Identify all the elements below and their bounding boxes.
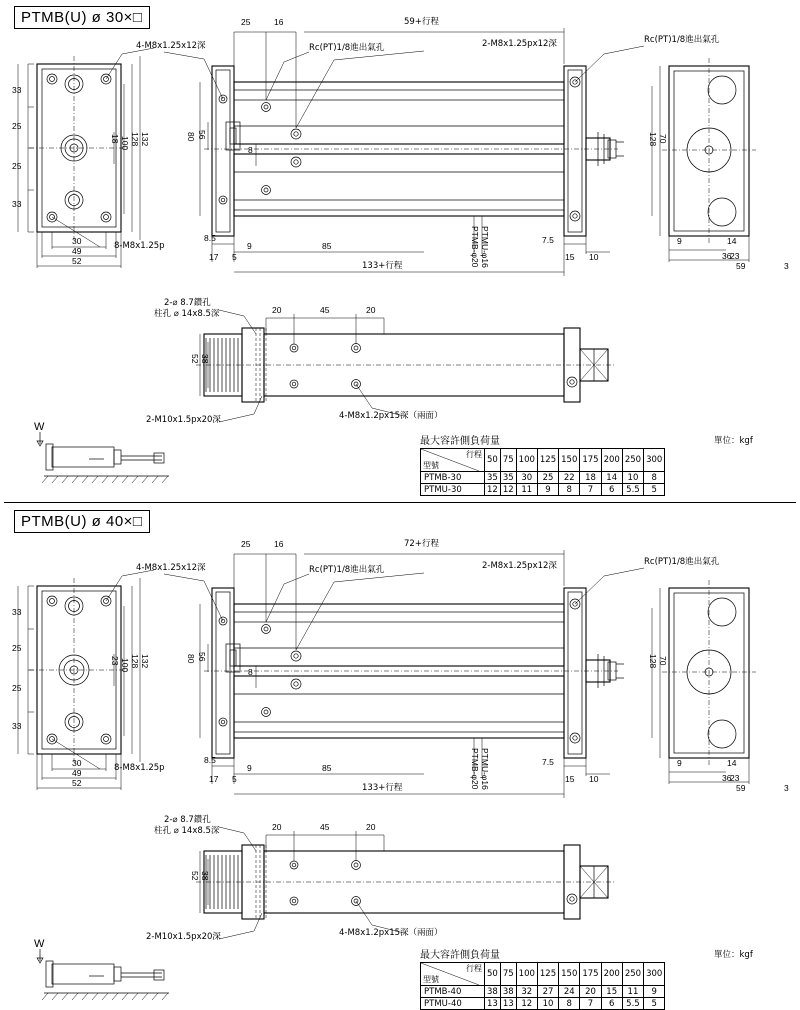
col-200: 200	[601, 963, 622, 986]
right-dim-59: 59	[736, 783, 746, 793]
cell: 38	[485, 986, 501, 998]
table-row	[421, 986, 665, 998]
bottom-dim-20b: 20	[366, 822, 376, 832]
cell: 14	[601, 472, 622, 484]
cell: 9	[537, 484, 558, 496]
bottom-dim-20: 20	[272, 822, 282, 832]
cell: 11	[516, 484, 537, 496]
main-dim-16: 16	[274, 539, 284, 549]
main-dim-7p5: 7.5	[542, 757, 554, 767]
col-75: 75	[500, 449, 516, 472]
dim-inner-132: 132	[139, 654, 150, 669]
bottom-dim-52: 52	[189, 871, 200, 881]
cell: 12	[516, 998, 537, 1010]
small-view-label-w: W	[34, 421, 45, 433]
rod-label-ptmb: PTMB-φ20	[469, 226, 480, 268]
main-dim-5: 5	[232, 252, 237, 262]
cell: 7	[580, 998, 601, 1010]
note-4-m8: 4-M8x1.25x12深	[136, 41, 206, 51]
main-dim-8p5: 8.5	[204, 233, 216, 243]
dim-left-25b: 25	[12, 161, 22, 171]
cell: 6	[601, 484, 622, 496]
load-table-30	[420, 448, 665, 496]
cell: 5	[644, 484, 665, 496]
main-dim-56: 56	[196, 130, 207, 140]
cell: 6	[601, 998, 622, 1010]
right-dim-70: 70	[657, 134, 668, 144]
note-counterbore: 柱孔 ⌀ 14x8.5深	[154, 309, 220, 319]
cell: 20	[580, 986, 601, 998]
note-2-m8: 2-M8x1.25px12深	[482, 561, 557, 571]
main-dim-5: 5	[232, 774, 237, 784]
main-dim-85: 85	[322, 241, 332, 251]
right-dim-36: 36	[722, 251, 732, 261]
load-table-unit: 單位：kgf	[714, 950, 753, 960]
bottom-dim-52: 52	[189, 354, 200, 364]
table-corner-cell	[421, 449, 485, 472]
cell: 5.5	[622, 484, 643, 496]
main-dim-8: 8	[248, 667, 253, 677]
right-dim-128: 128	[647, 132, 658, 147]
note-drill: 2-⌀ 8.7鑽孔	[164, 298, 211, 308]
row-model: PTMU-40	[421, 998, 485, 1010]
cell: 18	[580, 472, 601, 484]
rod-label-ptmu: PTMU-φ16	[479, 226, 490, 268]
note-counterbore: 柱孔 ⌀ 14x8.5深	[154, 826, 220, 836]
section-divider	[4, 502, 796, 503]
col-250: 250	[622, 449, 643, 472]
table-row	[421, 998, 665, 1010]
note-8-m8: 8-M8x1.25p	[114, 241, 165, 251]
right-dim-23: 23	[730, 773, 740, 783]
dim-left-33b: 33	[12, 721, 22, 731]
col-100: 100	[516, 449, 537, 472]
col-150: 150	[559, 963, 580, 986]
right-dim-3: 3	[784, 261, 789, 271]
right-dim-9: 9	[677, 236, 682, 246]
right-dim-3: 3	[784, 783, 789, 793]
dim-bottom-49: 49	[72, 768, 82, 778]
cell: 12	[485, 484, 501, 496]
main-dim-133: 133+行程	[362, 783, 403, 793]
cell: 32	[516, 986, 537, 998]
note-port-right: Rc(PT)1/8進出氣孔	[644, 557, 720, 567]
main-dim-17: 17	[209, 252, 219, 262]
load-table-unit: 單位：kgf	[714, 436, 753, 446]
col-175: 175	[580, 449, 601, 472]
note-port-right: Rc(PT)1/8進出氣孔	[644, 35, 720, 45]
note-2-m10: 2-M10x1.5px20深	[146, 415, 221, 425]
bottom-dim-38: 38	[199, 354, 210, 364]
col-75: 75	[500, 963, 516, 986]
cell: 13	[485, 998, 501, 1010]
main-dim-9: 9	[247, 241, 252, 251]
dim-bottom-49: 49	[72, 246, 82, 256]
cell: 9	[644, 986, 665, 998]
note-4-m8-both: 4-M8x1.2px15深（兩面）	[339, 928, 443, 938]
col-150: 150	[559, 449, 580, 472]
cell: 22	[559, 472, 580, 484]
right-dim-9: 9	[677, 758, 682, 768]
main-dim-10: 10	[589, 252, 599, 262]
col-125: 125	[537, 449, 558, 472]
cell: 5	[644, 998, 665, 1010]
table-row	[421, 484, 665, 496]
table-row	[421, 472, 665, 484]
right-dim-36: 36	[722, 773, 732, 783]
dim-inner-23: 23	[109, 656, 120, 666]
rod-label-ptmu: PTMU-φ16	[479, 748, 490, 790]
note-2-m10: 2-M10x1.5px20深	[146, 932, 221, 942]
col-50: 50	[485, 449, 501, 472]
dim-inner-132: 132	[139, 132, 150, 147]
corner-model-label: 型號	[423, 975, 439, 984]
note-4-m8-both: 4-M8x1.2px15深（兩面）	[339, 411, 443, 421]
cell: 30	[516, 472, 537, 484]
right-dim-70: 70	[657, 656, 668, 666]
load-table-title: 最大容許側負荷量	[420, 436, 500, 447]
load-table-title: 最大容許側負荷量	[420, 950, 500, 961]
main-dim-9: 9	[247, 763, 252, 773]
cell: 35	[500, 472, 516, 484]
right-dim-14: 14	[727, 236, 737, 246]
main-dim-80: 80	[185, 132, 196, 142]
main-dim-8p5: 8.5	[204, 755, 216, 765]
main-dim-8: 8	[248, 145, 253, 155]
corner-stroke-label: 行程	[466, 450, 482, 459]
main-dim-15: 15	[565, 252, 575, 262]
table-corner-cell	[421, 963, 485, 986]
dim-left-33: 33	[12, 85, 22, 95]
right-dim-14: 14	[727, 758, 737, 768]
note-8-m8: 8-M8x1.25p	[114, 763, 165, 773]
cell: 12	[500, 484, 516, 496]
dim-bottom-52: 52	[72, 256, 82, 266]
right-dim-128: 128	[647, 654, 658, 669]
note-drill: 2-⌀ 8.7鑽孔	[164, 815, 211, 825]
dim-left-25: 25	[12, 643, 22, 653]
section-30-geometry	[4, 4, 796, 501]
dim-inner-100: 100	[119, 136, 130, 151]
main-dim-85: 85	[322, 763, 332, 773]
dim-inner-128: 128	[129, 654, 140, 669]
col-250: 250	[622, 963, 643, 986]
cell: 8	[559, 484, 580, 496]
main-dim-25: 25	[241, 17, 251, 27]
section-30	[4, 4, 796, 501]
section-30-title: PTMB(U) ø 30×□	[14, 6, 150, 29]
table-header-row	[421, 449, 665, 472]
main-dim-16: 16	[274, 17, 284, 27]
corner-stroke-label: 行程	[466, 964, 482, 973]
dim-inner-100: 100	[119, 658, 130, 673]
bottom-dim-20: 20	[272, 305, 282, 315]
rod-label-ptmb: PTMB-φ20	[469, 748, 480, 790]
bottom-dim-45: 45	[320, 822, 330, 832]
dim-inner-18: 18	[109, 134, 120, 144]
right-dim-59: 59	[736, 261, 746, 271]
cell: 8	[644, 472, 665, 484]
dim-bottom-30: 30	[72, 236, 82, 246]
cell: 24	[559, 986, 580, 998]
main-dim-stroke: 59+行程	[404, 17, 439, 27]
cell: 38	[500, 986, 516, 998]
cell: 10	[537, 998, 558, 1010]
main-dim-133: 133+行程	[362, 261, 403, 271]
load-table-40	[420, 962, 665, 1010]
small-view-label-w: W	[34, 938, 45, 950]
cell: 11	[622, 986, 643, 998]
note-port-left: Rc(PT)1/8進出氣孔	[309, 43, 385, 53]
dim-bottom-30: 30	[72, 758, 82, 768]
main-dim-80: 80	[185, 654, 196, 664]
main-dim-stroke: 72+行程	[404, 539, 439, 549]
bottom-dim-20b: 20	[366, 305, 376, 315]
bottom-dim-38: 38	[199, 871, 210, 881]
row-model: PTMU-30	[421, 484, 485, 496]
col-175: 175	[580, 963, 601, 986]
cell: 13	[500, 998, 516, 1010]
dim-inner-128: 128	[129, 132, 140, 147]
cell: 5.5	[622, 998, 643, 1010]
col-300: 300	[644, 449, 665, 472]
dim-left-33b: 33	[12, 199, 22, 209]
main-dim-15: 15	[565, 774, 575, 784]
main-dim-7p5: 7.5	[542, 235, 554, 245]
section-40	[4, 506, 796, 1009]
cell: 15	[601, 986, 622, 998]
cell: 27	[537, 986, 558, 998]
col-50: 50	[485, 963, 501, 986]
row-model: PTMB-40	[421, 986, 485, 998]
right-dim-23: 23	[730, 251, 740, 261]
table-header-row	[421, 963, 665, 986]
cell: 25	[537, 472, 558, 484]
dim-left-33: 33	[12, 607, 22, 617]
main-dim-10: 10	[589, 774, 599, 784]
cell: 7	[580, 484, 601, 496]
main-dim-17: 17	[209, 774, 219, 784]
col-100: 100	[516, 963, 537, 986]
col-125: 125	[537, 963, 558, 986]
cell: 10	[622, 472, 643, 484]
corner-model-label: 型號	[423, 461, 439, 470]
cell: 35	[485, 472, 501, 484]
bottom-dim-45: 45	[320, 305, 330, 315]
note-2-m8: 2-M8x1.25px12深	[482, 39, 557, 49]
dim-bottom-52: 52	[72, 778, 82, 788]
note-4-m8: 4-M8x1.25x12深	[136, 563, 206, 573]
dim-left-25: 25	[12, 121, 22, 131]
main-dim-25: 25	[241, 539, 251, 549]
dim-left-25b: 25	[12, 683, 22, 693]
main-dim-56: 56	[196, 652, 207, 662]
section-40-title: PTMB(U) ø 40×□	[14, 510, 150, 533]
note-port-left: Rc(PT)1/8進出氣孔	[309, 565, 385, 575]
row-model: PTMB-30	[421, 472, 485, 484]
cell: 8	[559, 998, 580, 1010]
col-300: 300	[644, 963, 665, 986]
col-200: 200	[601, 449, 622, 472]
